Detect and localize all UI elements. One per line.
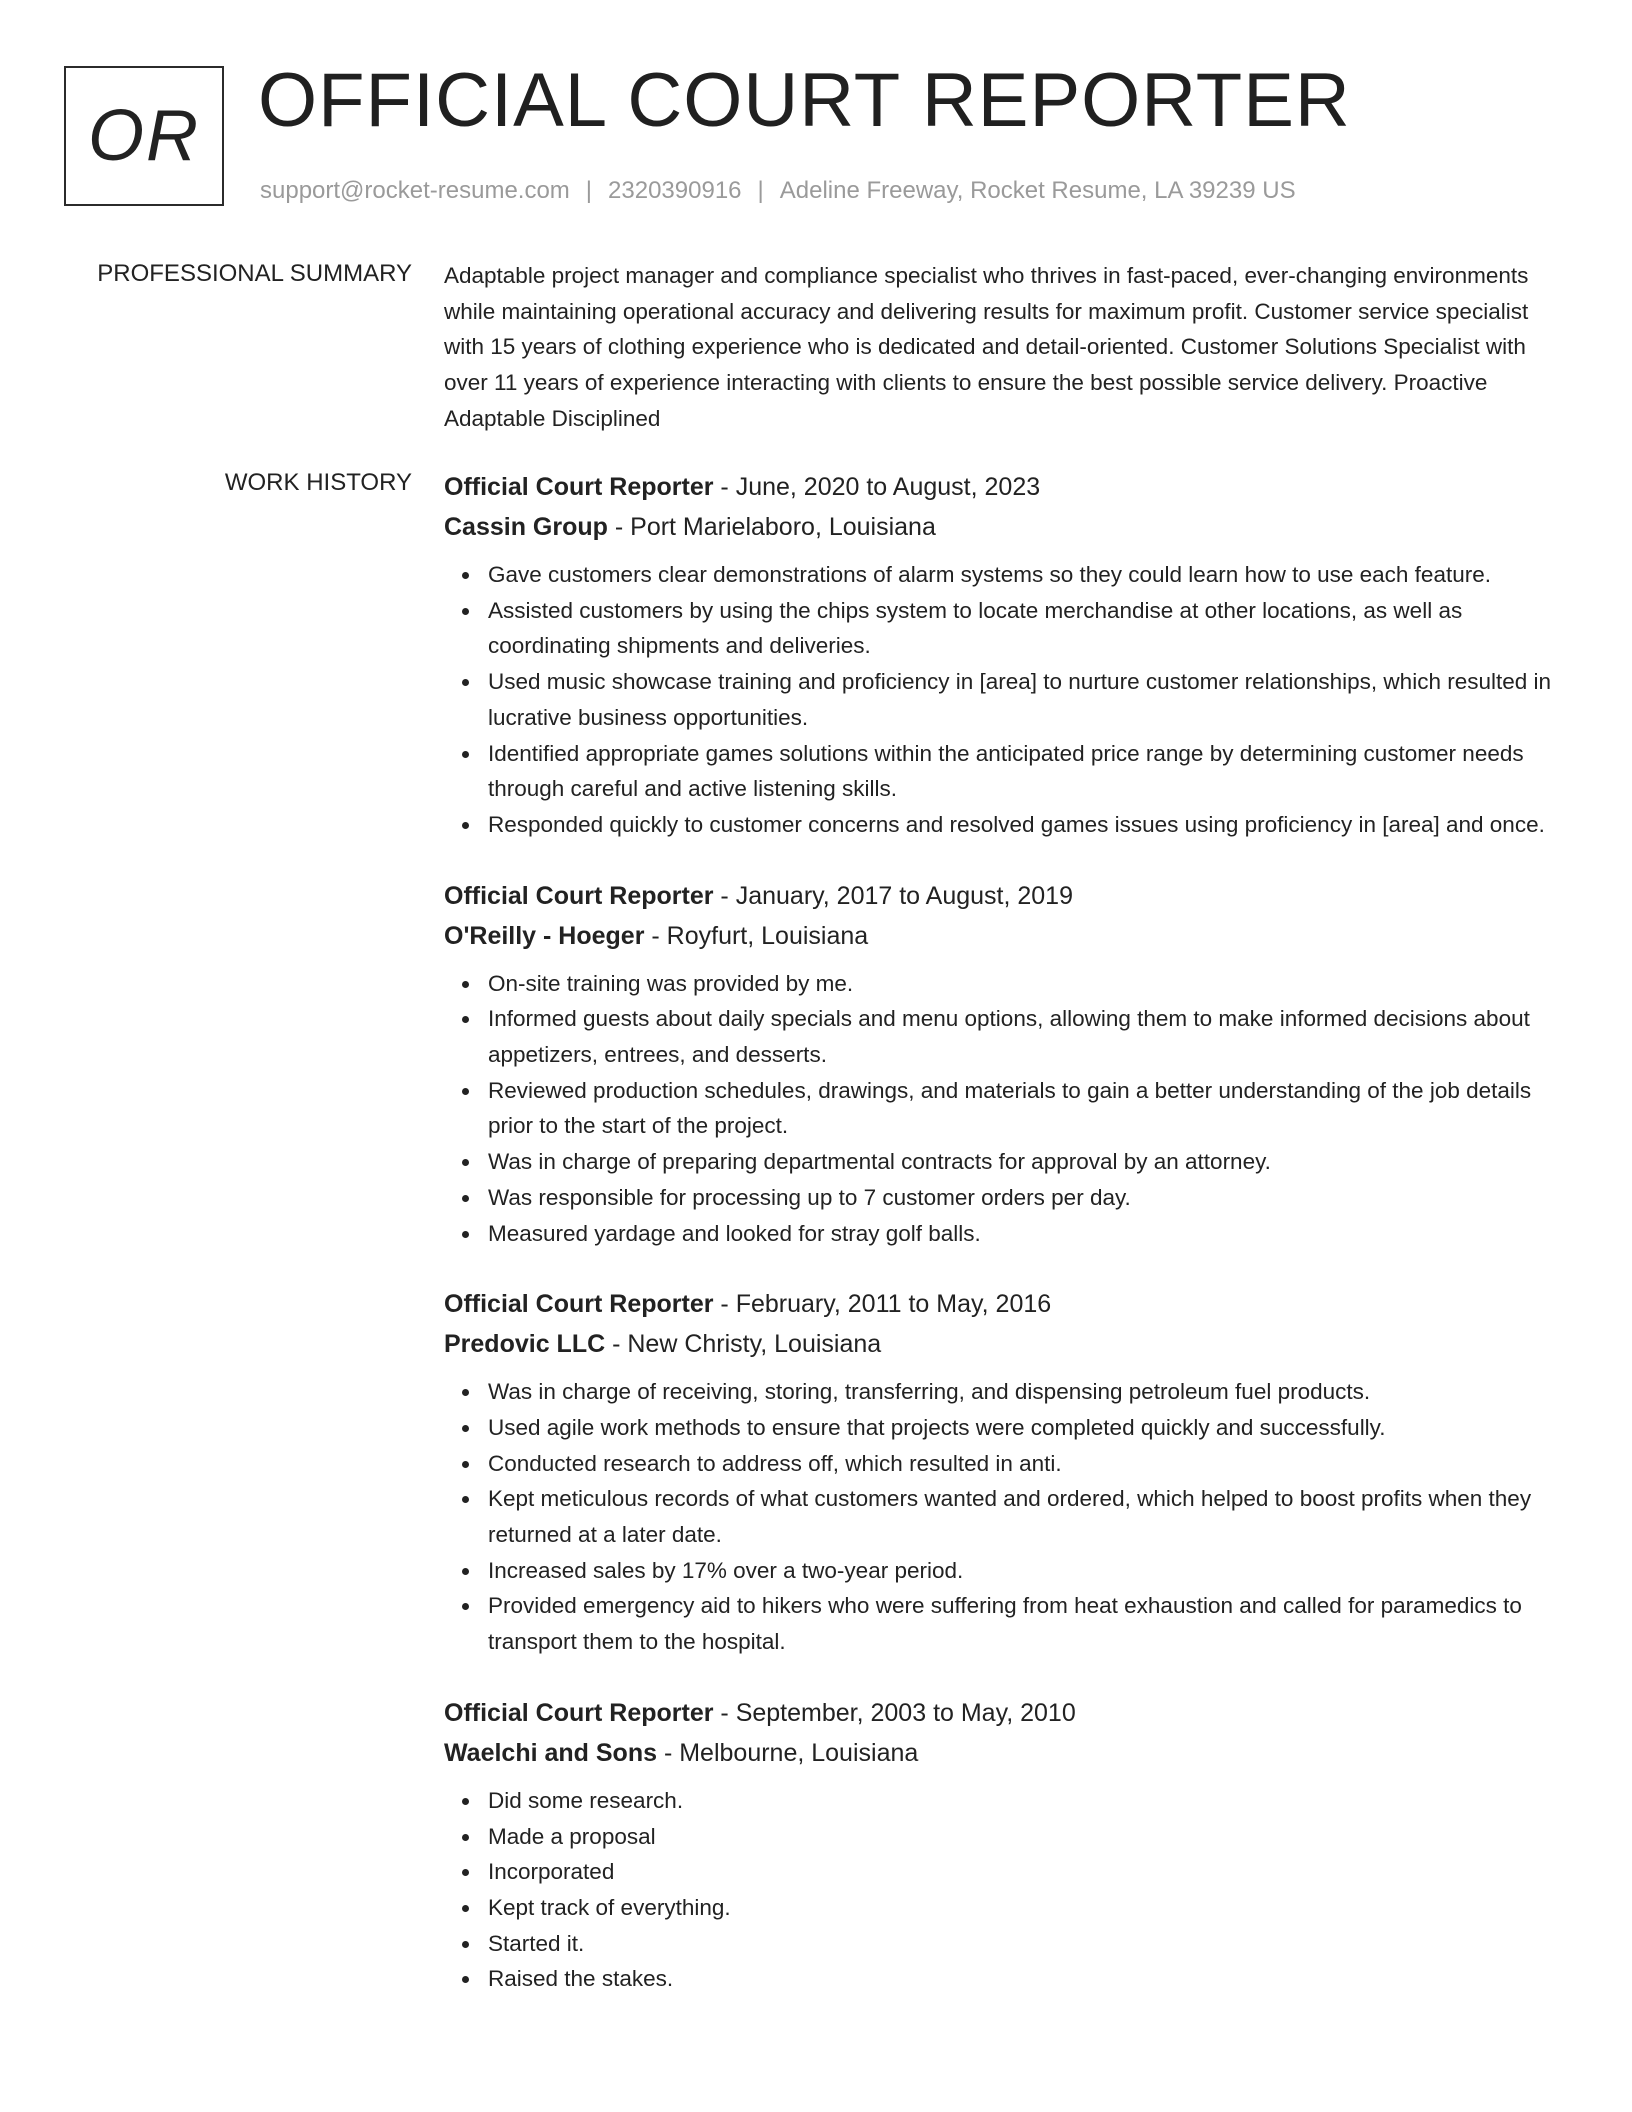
job-bullet: On-site training was provided by me. bbox=[488, 966, 1554, 1002]
job-location: - New Christy, Louisiana bbox=[605, 1330, 882, 1359]
job-location: - Port Marielaboro, Louisiana bbox=[607, 513, 936, 541]
contact-line bbox=[260, 176, 1296, 206]
job-bullet: Did some research. bbox=[488, 1783, 1554, 1819]
job-title: Official Court Reporter bbox=[444, 881, 714, 910]
job-company: Waelchi and Sons bbox=[444, 1738, 658, 1767]
job-company: Cassin Group bbox=[444, 513, 608, 541]
job-bullet: Increased sales by 17% over a two-year period. bbox=[488, 1553, 1554, 1589]
job-bullet: Responded quickly to customer concerns and resolved games issues using proficiency in [area] and once. bbox=[488, 807, 1554, 843]
job-bullet: Incorporated bbox=[488, 1854, 1554, 1890]
job-bullet: Was in charge of preparing departmental contracts for approval by an attorney. bbox=[488, 1144, 1554, 1180]
job-dates: - February, 2011 to May, 2016 bbox=[713, 1290, 1052, 1319]
job-bullet: Informed guests about daily specials and menu options, allowing them to make informed decisions about appetizers, entrees, and desserts. bbox=[488, 1001, 1554, 1072]
job-entry bbox=[444, 1284, 1554, 1660]
job-company-line bbox=[444, 1324, 1554, 1364]
job-bullet: Identified appropriate games solutions within the anticipated price range by determining customer needs through careful and active listening skills. bbox=[488, 736, 1554, 807]
summary-body bbox=[444, 258, 1554, 437]
job-entry bbox=[444, 876, 1554, 1252]
job-bullet: Conducted research to address off, which resulted in anti. bbox=[488, 1446, 1554, 1482]
job-bullet: Made a proposal bbox=[488, 1819, 1554, 1855]
job-title: Official Court Reporter bbox=[444, 1290, 714, 1319]
monogram-initials: OR bbox=[88, 96, 200, 176]
monogram-box bbox=[64, 66, 224, 206]
job-bullet: Gave customers clear demonstrations of alarm systems so they could learn how to use each feature. bbox=[488, 557, 1554, 593]
job-title-line bbox=[444, 467, 1554, 507]
job-bullet: Measured yardage and looked for stray golf balls. bbox=[488, 1216, 1554, 1252]
job-dates: - January, 2017 to August, 2019 bbox=[713, 881, 1073, 910]
summary-text: Adaptable project manager and compliance specialist who thrives in fast-paced, ever-changing environments while maintaining operational accuracy and delivering results for maximum profit. Customer service specialist with 15 years of clothing experience who is dedicated and detail-oriented. Customer Solutions Specialist with over 11 years of experience interacting with clients to ensure the best possible service delivery. Proactive Adaptable Disciplined bbox=[444, 263, 1529, 431]
contact-separator: | bbox=[585, 177, 593, 204]
job-bullet: Kept meticulous records of what customers wanted and ordered, which helped to boost profits when they returned at a later date. bbox=[488, 1481, 1554, 1552]
contact-separator: | bbox=[757, 177, 764, 204]
job-bullet-list bbox=[444, 1783, 1554, 1997]
job-location: - Royfurt, Louisiana bbox=[644, 921, 869, 950]
candidate-name: OFFICIAL COURT REPORTER bbox=[258, 58, 1351, 143]
job-bullet: Used agile work methods to ensure that projects were completed quickly and successfully. bbox=[488, 1410, 1554, 1446]
job-company-line bbox=[444, 916, 1554, 956]
job-title-line bbox=[444, 876, 1554, 916]
contact-address: Adeline Freeway, Rocket Resume, LA 39239 US bbox=[779, 177, 1296, 204]
job-company-line bbox=[444, 507, 1554, 547]
job-bullet: Was in charge of receiving, storing, transferring, and dispensing petroleum fuel products. bbox=[488, 1374, 1554, 1410]
job-bullet-list bbox=[444, 557, 1554, 843]
job-entry bbox=[444, 1693, 1554, 1997]
job-company-line bbox=[444, 1733, 1554, 1773]
job-bullet-list bbox=[444, 966, 1554, 1252]
job-title-line bbox=[444, 1284, 1554, 1324]
job-dates: - September, 2003 to May, 2010 bbox=[713, 1698, 1076, 1727]
job-bullet: Reviewed production schedules, drawings, and materials to gain a better understanding of the job details prior to the start of the project. bbox=[488, 1073, 1554, 1144]
job-dates: - June, 2020 to August, 2023 bbox=[713, 473, 1041, 501]
summary-heading: PROFESSIONAL SUMMARY bbox=[97, 260, 412, 287]
job-bullet-list bbox=[444, 1374, 1554, 1660]
work-history-body bbox=[444, 467, 1554, 2030]
job-bullet: Used music showcase training and proficiency in [area] to nurture customer relationships, which resulted in lucrative business opportunities. bbox=[488, 664, 1554, 735]
job-title: Official Court Reporter bbox=[444, 473, 714, 501]
job-bullet: Raised the stakes. bbox=[488, 1961, 1554, 1997]
job-bullet: Was responsible for processing up to 7 customer orders per day. bbox=[488, 1180, 1554, 1216]
job-entry bbox=[444, 467, 1554, 843]
job-company: Predovic LLC bbox=[444, 1330, 606, 1359]
contact-phone: 2320390916 bbox=[608, 177, 742, 204]
job-company: O'Reilly - Hoeger bbox=[444, 921, 645, 950]
work-history-heading: WORK HISTORY bbox=[224, 469, 412, 496]
job-title: Official Court Reporter bbox=[444, 1698, 714, 1727]
contact-email: support@rocket-resume.com bbox=[260, 177, 570, 204]
job-bullet: Kept track of everything. bbox=[488, 1890, 1554, 1926]
job-bullet: Provided emergency aid to hikers who were suffering from heat exhaustion and called for paramedics to transport them to the hospital. bbox=[488, 1588, 1554, 1659]
job-bullet: Assisted customers by using the chips system to locate merchandise at other locations, as well as coordinating shipments and deliveries. bbox=[488, 593, 1554, 664]
job-location: - Melbourne, Louisiana bbox=[657, 1738, 919, 1767]
job-title-line bbox=[444, 1693, 1554, 1733]
job-bullet: Started it. bbox=[488, 1926, 1554, 1962]
